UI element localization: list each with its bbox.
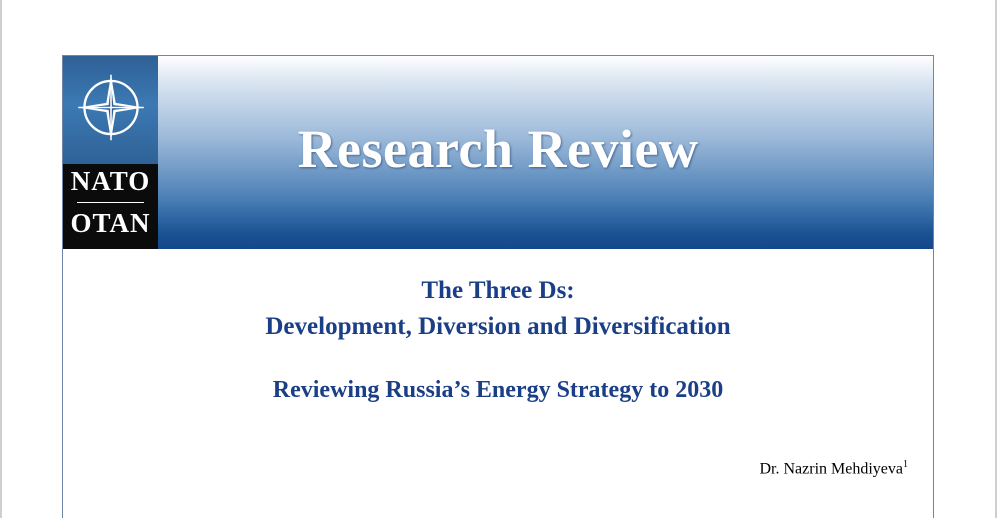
nato-logo-text-nato: NATO <box>70 166 151 196</box>
subtitle-line-1: The Three Ds: <box>421 277 575 304</box>
author-name: Dr. Nazrin Mehdiyeva <box>759 460 903 478</box>
page-left-edge <box>0 0 2 518</box>
nato-logo <box>63 56 158 249</box>
document-body <box>63 249 933 519</box>
document-subtitle <box>63 273 933 345</box>
title-banner <box>63 56 933 249</box>
nato-compass-star-icon <box>72 69 150 152</box>
document-frame <box>62 55 934 518</box>
document-secondary-subtitle: Reviewing Russia’s Energy Strategy to 2030 <box>272 377 724 403</box>
author-byline <box>759 459 908 478</box>
author-footnote-marker: 1 <box>903 459 908 470</box>
page-title: Research Review <box>297 119 699 179</box>
subtitle-line-2: Development, Diversion and Diversification <box>265 313 731 340</box>
nato-logo-divider <box>77 202 144 203</box>
nato-logo-text-otan: OTAN <box>70 208 151 238</box>
nato-logo-emblem-area <box>63 56 158 164</box>
